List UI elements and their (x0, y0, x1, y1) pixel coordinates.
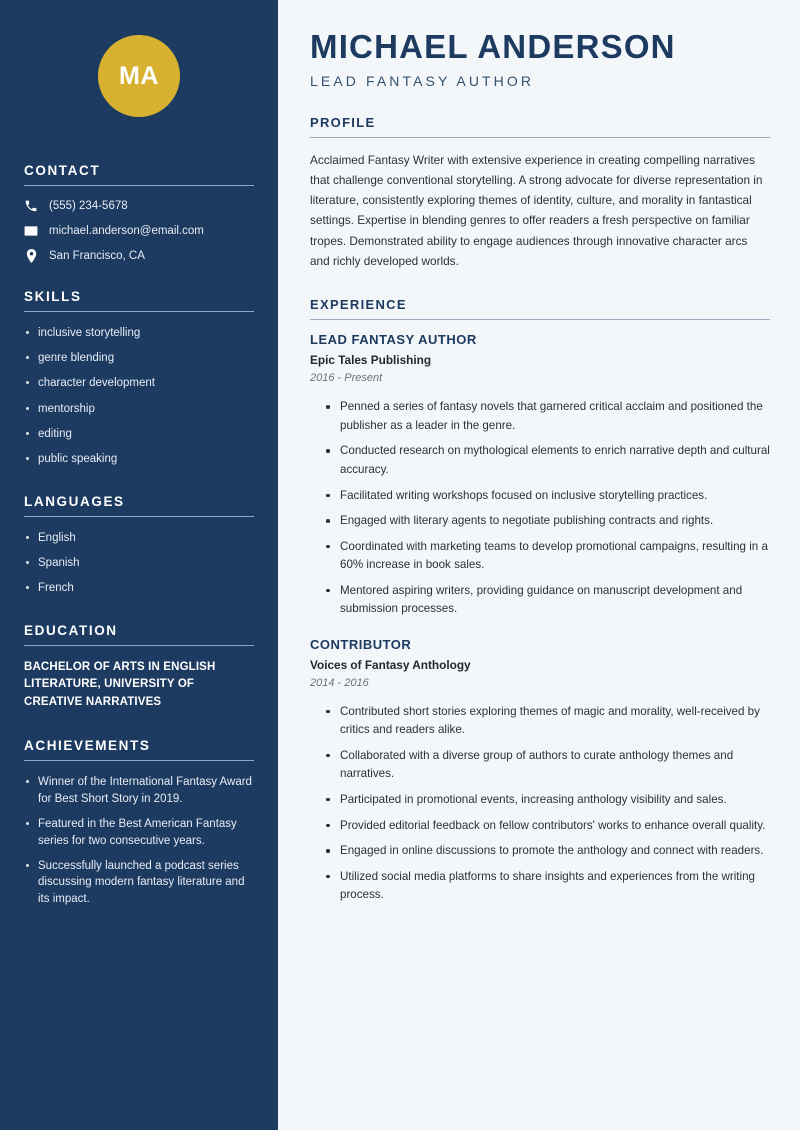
list-item: Provided editorial feedback on fellow contributors' works to enhance overall quality. (324, 817, 770, 836)
profile-heading: PROFILE (310, 114, 376, 130)
profile-text: Acclaimed Fantasy Writer with extensive experience in creating compelling narratives that challenge conventional storytelling. A strong advocate for diverse representation in literature, consistently exploring themes of identity, culture, and morality in fantastical settings. Expertise in blending genres to offer readers a fresh perspective on familiar tropes. Demonstrated ability to engage audiences through innovative character arcs and richly developed worlds. (310, 152, 763, 269)
education-degree: BACHELOR OF ARTS IN ENGLISH LITERATURE, UNIVERSITY OF CREATIVE NARRATIVES (24, 660, 216, 709)
contact-item-email[interactable] (24, 224, 254, 238)
job-bullet-list (310, 398, 770, 618)
achievements-divider (24, 760, 254, 761)
page-title: MICHAEL ANDERSON (310, 28, 676, 65)
map-pin-icon (24, 249, 38, 263)
sidebar-section-achievements (24, 738, 254, 908)
job-dates: 2014 - 2016 (310, 676, 369, 689)
list-item: inclusive storytelling (24, 325, 254, 342)
languages-list (24, 530, 254, 597)
sidebar-section-skills (24, 289, 254, 468)
education-divider (24, 645, 254, 646)
experience-entry (310, 332, 770, 618)
contact-email-value: michael.anderson@email.com (49, 225, 204, 237)
achievements-heading: ACHIEVEMENTS (24, 737, 151, 753)
experience-divider (310, 319, 770, 320)
list-item: character development (24, 375, 254, 392)
list-item: Winner of the International Fantasy Award for Best Short Story in 2019. (24, 774, 254, 807)
list-item: Participated in promotional events, increasing anthology visibility and sales. (324, 791, 770, 810)
experience-entry (310, 637, 770, 905)
contact-phone-value: (555) 234-5678 (49, 200, 128, 212)
list-item: English (24, 530, 254, 547)
job-title: CONTRIBUTOR (310, 636, 412, 652)
list-item: Engaged with literary agents to negotiate publishing contracts and rights. (324, 512, 770, 531)
main-content (278, 0, 800, 1130)
skills-divider (24, 311, 254, 312)
job-company: Voices of Fantasy Anthology (310, 657, 471, 672)
contact-item-phone[interactable] (24, 199, 254, 213)
skills-heading: SKILLS (24, 289, 82, 304)
job-dates: 2016 - Present (310, 372, 383, 385)
job-role-subtitle: LEAD FANTASY AUTHOR (310, 72, 535, 89)
experience-heading: EXPERIENCE (310, 297, 407, 313)
list-item: Penned a series of fantasy novels that garnered critical acclaim and positioned the publisher as a leader in the genre. (324, 398, 770, 435)
list-item: Utilized social media platforms to share insights and experiences from the writing process. (324, 868, 770, 905)
list-item: genre blending (24, 350, 254, 367)
list-item: Coordinated with marketing teams to develop promotional campaigns, resulting in a 60% increase in book sales. (324, 538, 770, 575)
contact-item-location[interactable] (24, 249, 254, 263)
avatar: MA (98, 35, 180, 117)
achievements-list (24, 774, 254, 908)
sidebar-section-education (24, 623, 254, 712)
list-item: Mentored aspiring writers, providing guidance on manuscript development and submission processes. (324, 582, 770, 619)
list-item: Facilitated writing workshops focused on inclusive storytelling practices. (324, 487, 770, 506)
languages-divider (24, 516, 254, 517)
job-company: Epic Tales Publishing (310, 353, 432, 368)
contact-heading: CONTACT (24, 163, 101, 178)
contact-location-value: San Francisco, CA (49, 250, 145, 262)
languages-heading: LANGUAGES (24, 493, 125, 509)
avatar-container (24, 0, 254, 163)
job-header (310, 637, 770, 689)
contact-divider (24, 185, 254, 186)
section-experience (310, 297, 770, 904)
sidebar-section-contact (24, 163, 254, 263)
list-item: Spanish (24, 555, 254, 572)
section-profile (310, 115, 770, 272)
job-header (310, 332, 770, 384)
list-item: editing (24, 426, 254, 443)
sidebar-section-languages (24, 494, 254, 597)
list-item: Conducted research on mythological elements to enrich narrative depth and cultural accuracy. (324, 442, 770, 479)
job-title: LEAD FANTASY AUTHOR (310, 332, 477, 348)
envelope-icon (24, 224, 38, 238)
list-item: public speaking (24, 451, 254, 468)
sidebar (0, 0, 278, 1130)
list-item: Contributed short stories exploring themes of magic and morality, well-received by critics and readers alike. (324, 703, 770, 740)
profile-divider (310, 137, 770, 138)
list-item: Engaged in online discussions to promote the anthology and connect with readers. (324, 842, 770, 861)
list-item: French (24, 580, 254, 597)
list-item: Collaborated with a diverse group of authors to curate anthology themes and narratives. (324, 747, 770, 784)
job-bullet-list (310, 703, 770, 905)
skills-list (24, 325, 254, 468)
phone-icon (24, 199, 38, 213)
list-item: mentorship (24, 401, 254, 418)
list-item: Successfully launched a podcast series discussing modern fantasy literature and its impact. (24, 858, 254, 908)
education-heading: EDUCATION (24, 622, 118, 638)
list-item: Featured in the Best American Fantasy series for two consecutive years. (24, 816, 254, 849)
